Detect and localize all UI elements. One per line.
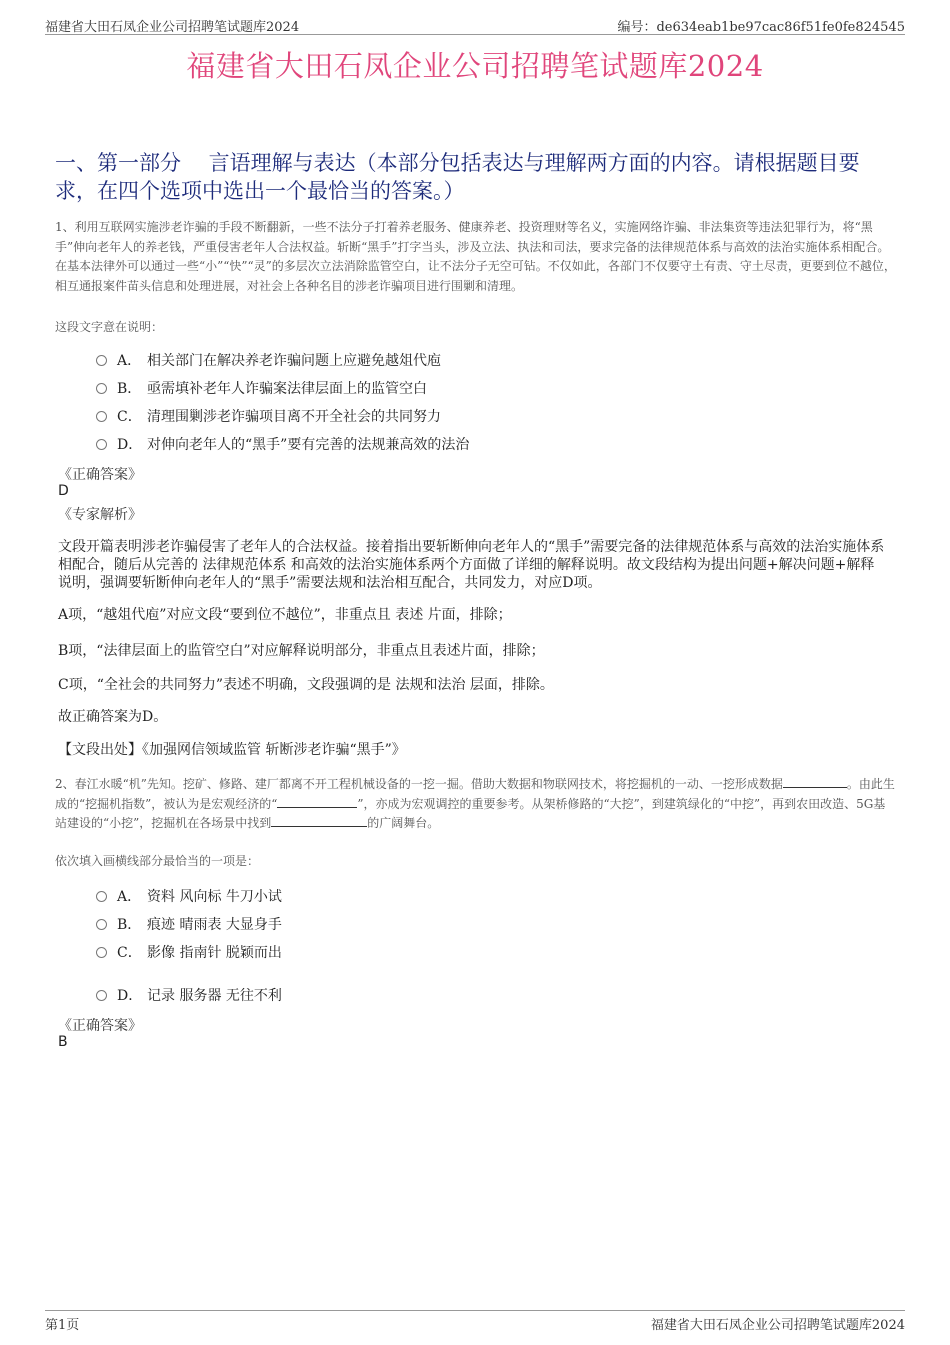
q1-option-b[interactable]	[96, 378, 427, 398]
q1-option-c[interactable]	[96, 406, 441, 426]
q1-analysis-option-b: B项，“法律层面上的监管空白”对应解释说明部分，非重点且表述片面，排除；	[58, 643, 545, 659]
option-letter: D．	[117, 988, 143, 1004]
q1-analysis-conclusion: 故正确答案为D。	[58, 709, 168, 725]
section-heading: 一、第一部分 言语理解与表达（本部分包括表达与理解两方面的内容。请根据题目要求，在四个选项中选出一个最恰当的答案。）	[55, 151, 860, 203]
page-footer	[45, 1310, 905, 1333]
option-text: 影像 指南针 脱颖而出	[147, 945, 282, 961]
q2-option-c[interactable]	[96, 942, 282, 962]
radio-icon[interactable]	[96, 439, 107, 450]
option-text: 对伸向老年人的“黑手”要有完善的法规兼高效的法治	[147, 437, 470, 453]
q2-blank-2[interactable]	[277, 795, 357, 808]
option-letter: A．	[117, 889, 142, 905]
q1-answer: D	[58, 483, 69, 499]
option-text: 亟需填补老年人诈骗案法律层面上的监管空白	[147, 381, 427, 397]
option-letter: C．	[117, 945, 142, 961]
q2-stem-part3: ”，亦成为宏观调控的重要参考。从架桥修路的“大挖”，到建筑绿化的“中挖”，再到农田改造、5G基站建设的“小挖”，挖掘机在各场景中找到	[55, 796, 886, 830]
radio-icon[interactable]	[96, 383, 107, 394]
option-text: 记录 服务器 无往不利	[147, 988, 282, 1004]
radio-icon[interactable]	[96, 990, 107, 1001]
q1-option-a[interactable]	[96, 350, 441, 370]
footer-title: 福建省大田石凤企业公司招聘笔试题库2024	[650, 1318, 905, 1333]
radio-icon[interactable]	[96, 919, 107, 930]
q1-question: 这段文字意在说明：	[55, 320, 164, 334]
q1-analysis-option-c: C项，“全社会的共同努力”表述不明确，文段强调的是 法规和法治 层面，排除。	[58, 677, 554, 693]
radio-icon[interactable]	[96, 355, 107, 366]
q2-option-a[interactable]	[96, 886, 282, 906]
q2-blank-3[interactable]	[271, 814, 367, 827]
footer-page-number: 第1页	[45, 1318, 80, 1333]
q1-answer-label: 《正确答案》	[58, 467, 142, 483]
option-text: 资料 风向标 牛刀小试	[147, 889, 282, 905]
document-title: 福建省大田石凤企业公司招聘笔试题库2024	[186, 49, 764, 83]
header-left-title: 福建省大田石凤企业公司招聘笔试题库2024	[45, 20, 300, 35]
q2-question: 依次填入画横线部分最恰当的一项是：	[55, 854, 260, 868]
q1-stem: 1、利用互联网实施涉老诈骗的手段不断翻新，一些不法分子打着养老服务、健康养老、投资理财等名义，实施网络诈骗、非法集资等违法犯罪行为，将“黑手”伸向老年人的养老钱，严重侵害老年人合法权益。斩断“黑手”打字当头，涉及立法、执法和司法，要求完备的法律规范体系与高效的法治实施体系相配合。在基本法律外可以通过一些“小”“快”“灵”的多层次立法消除监管空白，让不法分子无空可钻。不仅如此，各部门不仅要守土有责、守土尽责，更要到位不越位，相互通报案件苗头信息和处理进展，对社会上各种名目的涉老诈骗项目进行围剿和清理。	[55, 220, 896, 293]
q2-stem	[55, 775, 897, 834]
q2-answer: B	[58, 1034, 68, 1050]
option-letter: B．	[117, 917, 142, 933]
header-serial-number: 编号：de634eab1be97cac86f51fe0fe824545	[617, 20, 905, 35]
radio-icon[interactable]	[96, 411, 107, 422]
option-text: 清理围剿涉老诈骗项目离不开全社会的共同努力	[147, 409, 441, 425]
q2-answer-label: 《正确答案》	[58, 1018, 142, 1034]
radio-icon[interactable]	[96, 947, 107, 958]
q1-analysis-option-a: A项，“越俎代庖”对应文段“要到位不越位”，非重点且 表述 片面，排除；	[58, 607, 512, 623]
q2-option-b[interactable]	[96, 914, 282, 934]
q2-option-d[interactable]	[96, 985, 282, 1005]
q1-analysis-paragraph: 文段开篇表明涉老诈骗侵害了老年人的合法权益。接着指出要斩断伸向老年人的“黑手”需要完备的法律规范体系与高效的法治实施体系相配合，随后从完善的 法律规范体系 和高效的法治实施体系两个方面做了详细的解释说明。故文段结构为提出问题+解决问题+解释说明，强调要斩断伸向老年人的“黑手”需要法规和法治相互配合，共同发力，对应D项。	[58, 539, 885, 591]
option-letter: D．	[117, 437, 143, 453]
page-header	[45, 14, 905, 35]
q1-option-d[interactable]	[96, 434, 469, 454]
q2-stem-part4: 的广阔舞台。	[367, 816, 440, 830]
q1-text-source: 【文段出处】《加强网信领域监管 斩断涉老诈骗“黑手”》	[58, 742, 406, 758]
option-text: 痕迹 晴雨表 大显身手	[147, 917, 282, 933]
q2-blank-1[interactable]	[783, 775, 847, 788]
option-letter: A．	[117, 353, 142, 369]
q2-stem-part2: 。由此生成的“挖掘机指数”，被认为是宏观经济的“	[55, 777, 895, 811]
q1-analysis-label: 《专家解析》	[58, 507, 142, 523]
q2-stem-part1: 2、春江水暖“机”先知。挖矿、修路、建厂都离不开工程机械设备的一挖一掘。借助大数据和物联网技术，将挖掘机的一动、一挖形成数据	[55, 777, 783, 791]
option-text: 相关部门在解决养老诈骗问题上应避免越俎代庖	[147, 353, 441, 369]
option-letter: B．	[117, 381, 142, 397]
radio-icon[interactable]	[96, 891, 107, 902]
option-letter: C．	[117, 409, 142, 425]
